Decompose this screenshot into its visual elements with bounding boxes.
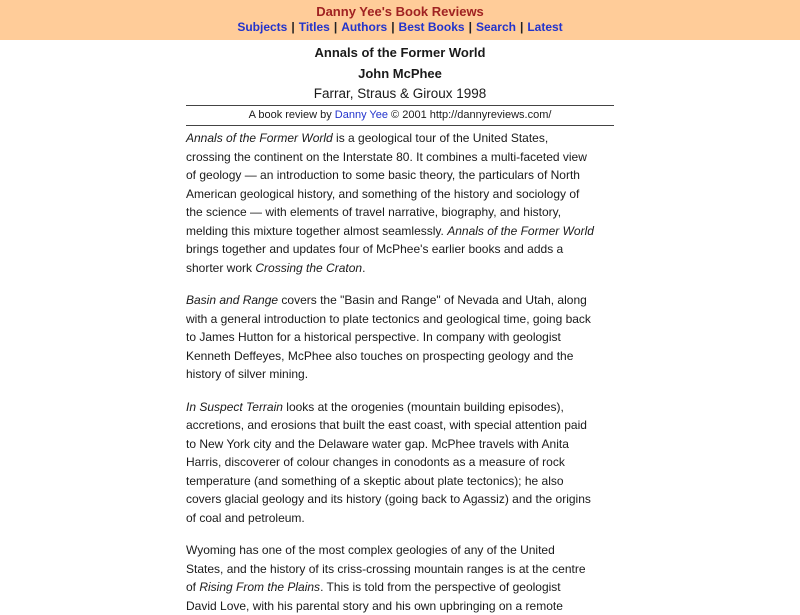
book-author: John McPhee: [186, 63, 614, 84]
text-segment: Kenneth Deffeyes, McPhee also touches on prospecting geology and the: [186, 349, 573, 363]
text-line: [186, 597, 614, 615]
text-segment: history of silver mining.: [186, 367, 308, 381]
review-text: [186, 129, 614, 615]
text-segment: with a general introduction to plate tectonics and geological time, going back: [186, 312, 591, 326]
text-line: [186, 416, 614, 435]
book-title-inline: Annals of the Former World: [186, 131, 333, 145]
byline-reviewer-link[interactable]: Danny Yee: [335, 109, 388, 121]
book-heading: [186, 42, 614, 103]
text-line: [186, 365, 614, 384]
nav-separator: |: [334, 20, 337, 34]
book-title-inline: Annals of the Former World: [447, 224, 594, 238]
text-segment: temperature (and something of a skeptic about plate tectonics); he also: [186, 474, 564, 488]
nav-separator: |: [291, 20, 294, 34]
text-line: [186, 240, 614, 259]
book-title-inline: In Suspect Terrain: [186, 400, 283, 414]
nav-separator: |: [520, 20, 523, 34]
nav-separator: |: [391, 20, 394, 34]
review-paragraph: [186, 541, 614, 615]
text-segment: crossing the continent on the Interstate 80. It combines a multi-faceted view: [186, 150, 587, 164]
text-segment: . This is told from the perspective of geologist: [320, 580, 561, 594]
text-segment: to New York city and the Delaware water gap. McPhee travels with Anita: [186, 437, 569, 451]
nav-link-subjects[interactable]: Subjects: [237, 20, 287, 34]
text-segment: shorter work: [186, 261, 255, 275]
book-title-inline: Crossing the Craton: [255, 261, 362, 275]
byline-suffix: © 2001 http://dannyreviews.com/: [388, 109, 551, 121]
text-segment: is a geological tour of the United States,: [333, 131, 548, 145]
nav-link-titles[interactable]: Titles: [299, 20, 330, 34]
text-line: [186, 347, 614, 366]
text-segment: Wyoming has one of the most complex geologies of any of the United: [186, 543, 555, 557]
text-segment: States, and the history of its criss-crossing mountain ranges is at the centre: [186, 562, 586, 576]
text-line: [186, 203, 614, 222]
divider-top: [186, 105, 614, 106]
text-segment: melding this mixture together almost seamlessly.: [186, 224, 447, 238]
site-nav: [0, 20, 800, 35]
text-line: [186, 291, 614, 310]
nav-link-authors[interactable]: Authors: [341, 20, 387, 34]
text-line: [186, 541, 614, 560]
text-line: [186, 259, 614, 278]
text-segment: American geological history, and something of the history and sociology of: [186, 187, 579, 201]
text-line: [186, 472, 614, 491]
text-line: [186, 166, 614, 185]
text-line: [186, 129, 614, 148]
text-line: [186, 148, 614, 167]
nav-separator: |: [469, 20, 472, 34]
text-segment: David Love, with his parental story and his own upbringing on a remote: [186, 599, 563, 613]
text-segment: covers the "Basin and Range" of Nevada and Utah, along: [278, 293, 587, 307]
site-title: Danny Yee's Book Reviews: [0, 4, 800, 19]
nav-link-search[interactable]: Search: [476, 20, 516, 34]
nav-link-best-books[interactable]: Best Books: [399, 20, 465, 34]
text-segment: Harris, discoverer of colour changes in conodonts as a measure of rock: [186, 455, 565, 469]
review-paragraph: [186, 129, 614, 277]
text-line: [186, 310, 614, 329]
text-segment: of: [186, 580, 199, 594]
book-title-inline: Rising From the Plains: [199, 580, 320, 594]
content-column: [186, 42, 614, 615]
text-segment: looks at the orogenies (mountain building episodes),: [283, 400, 564, 414]
text-segment: accretions, and erosions that built the east coast, with special attention paid: [186, 418, 587, 432]
masthead: [0, 0, 800, 40]
text-segment: to James Hutton for a historical perspective. In company with geologist: [186, 330, 561, 344]
text-line: [186, 435, 614, 454]
text-line: [186, 578, 614, 597]
text-segment: covers glacial geology and its history (going back to Agassiz) and the origins: [186, 492, 591, 506]
review-paragraph: [186, 291, 614, 384]
text-line: [186, 398, 614, 417]
book-title-inline: Basin and Range: [186, 293, 278, 307]
review-paragraph: [186, 398, 614, 528]
text-line: [186, 509, 614, 528]
text-segment: of geology — an introduction to some basic theory, the particulars of North: [186, 168, 580, 182]
byline-prefix: A book review by: [249, 109, 335, 121]
text-line: [186, 560, 614, 579]
text-line: [186, 328, 614, 347]
divider-bottom: [186, 125, 614, 126]
text-segment: .: [362, 261, 365, 275]
text-line: [186, 222, 614, 241]
text-line: [186, 490, 614, 509]
book-publisher: Farrar, Straus & Giroux 1998: [186, 84, 614, 103]
text-line: [186, 185, 614, 204]
text-segment: the science — with elements of travel narrative, biography, and history,: [186, 205, 561, 219]
text-segment: of coal and petroleum.: [186, 511, 305, 525]
nav-link-latest[interactable]: Latest: [527, 20, 562, 34]
text-line: [186, 453, 614, 472]
book-title: Annals of the Former World: [186, 42, 614, 63]
byline: [186, 107, 614, 123]
text-segment: brings together and updates four of McPhee's earlier books and adds a: [186, 242, 563, 256]
